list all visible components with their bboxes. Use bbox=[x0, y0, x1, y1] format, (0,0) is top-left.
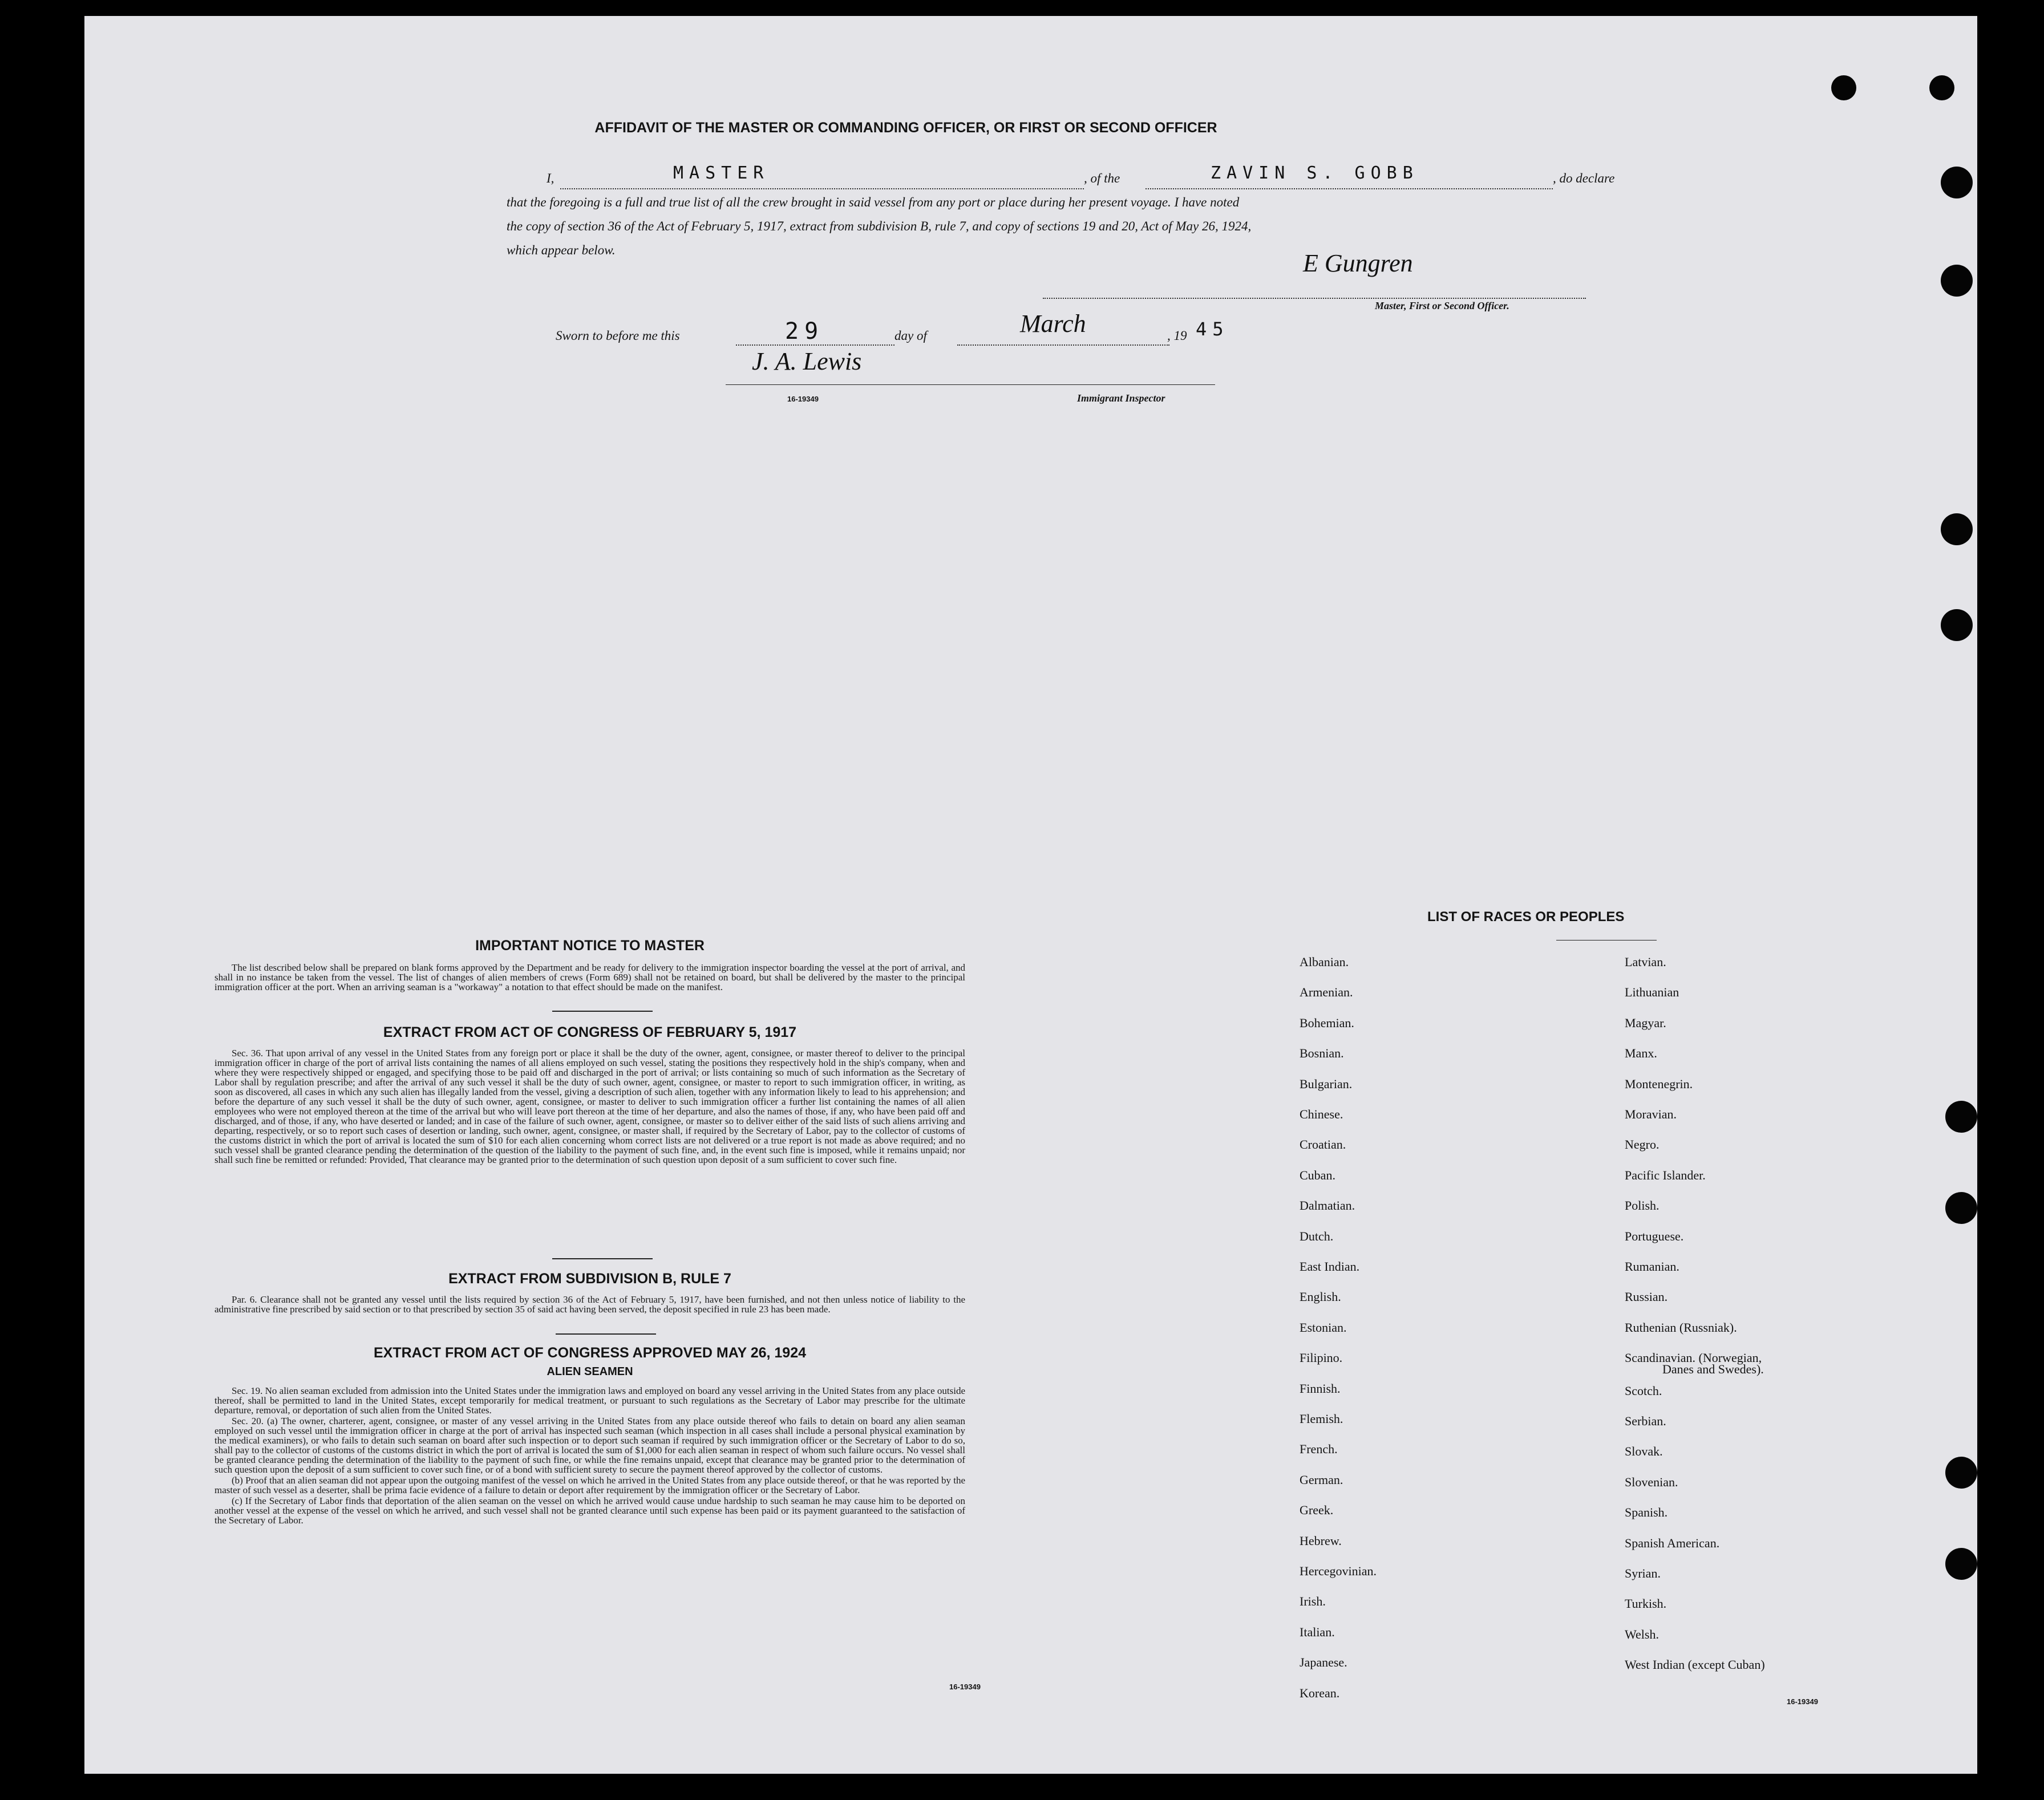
race-item: Dutch. bbox=[1300, 1229, 1334, 1243]
do-declare-label: , do declare bbox=[1553, 171, 1615, 185]
master-signature-line bbox=[1043, 298, 1586, 299]
race-item: East Indian. bbox=[1300, 1259, 1360, 1274]
sworn-year: 45 bbox=[1196, 318, 1229, 340]
master-signature: E Gungren bbox=[1303, 249, 1413, 277]
vessel-name-line bbox=[1146, 188, 1553, 189]
race-item: Magyar. bbox=[1625, 1015, 1666, 1030]
sworn-day-of-label: day of bbox=[894, 329, 927, 343]
race-item: Filipino. bbox=[1300, 1351, 1343, 1365]
inspector-signature: J. A. Lewis bbox=[752, 347, 862, 375]
race-item: Pacific Islander. bbox=[1625, 1167, 1706, 1182]
rule-7-title: EXTRACT FROM SUBDIVISION B, RULE 7 bbox=[448, 1271, 731, 1287]
race-item: Rumanian. bbox=[1625, 1259, 1679, 1274]
extract-1917-text bbox=[214, 1048, 965, 1166]
sworn-year-prefix: , 19 bbox=[1167, 329, 1187, 343]
race-item: Hebrew. bbox=[1300, 1533, 1342, 1548]
notice-paragraph: The list described below shall be prepared on blank forms approved by the Department and be ready for delivery to the immigration inspector boarding the vessel at the port of arrival, and shall in no instance be taken from the vessel. The list of changes of alien members of crews (Form 689) shall not be retained on board, but shall be delivered by the master to the principal immigration officer at the port. When an arriving seaman is a "workaway" a notation to that effect should be made on the manifest. bbox=[214, 962, 965, 992]
vessel-name: ZAVIN S. GOBB bbox=[1211, 163, 1419, 183]
form-number: 16-19349 bbox=[1787, 1697, 1818, 1706]
master-signature-caption: Master, First or Second Officer. bbox=[1375, 300, 1509, 311]
race-item: Finnish. bbox=[1300, 1381, 1341, 1396]
race-item: Hercegovinian. bbox=[1300, 1564, 1377, 1578]
inspector-caption: Immigrant Inspector bbox=[1077, 392, 1165, 404]
race-item: Italian. bbox=[1300, 1624, 1335, 1639]
sec-20b-paragraph: (b) Proof that an alien seaman did not appear upon the outgoing manifest of the vessel on which he arrived in the United States from any place outside thereof, or that he was reported by the master of such vessel as a deserter, shall be prima facie evidence of a failure to detain or deport after requirement by the immigration officer or the Secretary of Labor. bbox=[214, 1475, 965, 1495]
affidavit-body-line: which appear below. bbox=[507, 243, 616, 257]
extract-1924-title: EXTRACT FROM ACT OF CONGRESS APPROVED MAY 26, 1924 bbox=[373, 1345, 807, 1361]
race-item: German. bbox=[1300, 1472, 1343, 1487]
affidavit-title: AFFIDAVIT OF THE MASTER OR COMMANDING OFFICER, OR FIRST OR SECOND OFFICER bbox=[594, 120, 1217, 136]
section-divider bbox=[552, 1258, 653, 1259]
race-item: Ruthenian (Russniak). bbox=[1625, 1320, 1737, 1335]
race-item: Latvian. bbox=[1625, 955, 1666, 969]
punch-hole bbox=[1941, 513, 1973, 545]
sec-20a-paragraph: Sec. 20. (a) The owner, charterer, agent, consignee, or master of any vessel arriving in the United States from any place outside thereof who fails to detain on board any alien seaman employed on such vessel until the immigration officer in charge at the port of arrival has inspected such seaman (which inspection in all cases shall include a personal physical examination by the medical examiners), or who fails to detain such seaman on board after such inspection or to deport such seaman if required by such immigration officer or the Secretary of Labor to do so, shall pay to the collector of customs of the customs district in which the port of arrival is located the sum of $1,000 for each alien seaman in respect of whom such failure occurs. No vessel shall be granted clearance pending the determination of the liability to the payment of such fine, or while the fine remains unpaid, except that clearance may be granted prior to the determination of such question upon the deposit of a sum sufficient to cover such fine, or of a bond with sufficient surety to secure the payment thereof approved by the collector of customs. bbox=[214, 1416, 965, 1475]
race-item: Syrian. bbox=[1625, 1566, 1661, 1580]
punch-hole bbox=[1941, 265, 1973, 297]
race-item: Chinese. bbox=[1300, 1107, 1343, 1121]
race-item: French. bbox=[1300, 1442, 1338, 1457]
race-item: Russian. bbox=[1625, 1290, 1668, 1304]
race-item: Estonian. bbox=[1300, 1320, 1347, 1335]
race-item: Spanish American. bbox=[1625, 1535, 1720, 1550]
sworn-day: 29 bbox=[785, 318, 824, 344]
form-number: 16-19349 bbox=[949, 1683, 981, 1691]
race-item: Armenian. bbox=[1300, 985, 1353, 1000]
race-item: West Indian (except Cuban) bbox=[1625, 1657, 1765, 1672]
punch-hole bbox=[1945, 1101, 1977, 1133]
sec-19-paragraph: Sec. 19. No alien seaman excluded from admission into the United States under the immigration laws and employed on board any vessel arriving in the United States from any place outside thereof, shall be permitted to land in the United States, except temporarily for medical treatment, or pursuant to such regulations as the Secretary of Labor may prescribe for the ultimate departure, removal, or deportation of such alien from the United States. bbox=[214, 1385, 965, 1416]
rule-7-paragraph: Par. 6. Clearance shall not be granted any vessel until the lists required by section 36 of the Act of February 5, 1917, have been furnished, and not then unless notice of liability to the administrative fine prescribed by said section or to that prescribed by section 35 of said act having been served, the deposit specified in rule 23 has been made. bbox=[214, 1294, 965, 1315]
punch-hole bbox=[1945, 1457, 1977, 1489]
race-item: Manx. bbox=[1625, 1046, 1657, 1061]
race-item: Bulgarian. bbox=[1300, 1076, 1353, 1091]
affidavit-body-line: the copy of section 36 of the Act of February 5, 1917, extract from subdivision B, rule 7, and copy of sections 19 and 20, Act of May 26, 1924, bbox=[507, 219, 1252, 233]
race-item: Spanish. bbox=[1625, 1505, 1668, 1520]
race-item: Albanian. bbox=[1300, 955, 1349, 969]
race-item: English. bbox=[1300, 1290, 1341, 1304]
affidavit-body-line: that the foregoing is a full and true list of all the crew brought in said vessel from any port or place during her present voyage. I have noted bbox=[507, 195, 1240, 209]
notice-title: IMPORTANT NOTICE TO MASTER bbox=[475, 938, 705, 954]
sworn-day-line bbox=[736, 344, 894, 346]
rule-7-text bbox=[214, 1295, 965, 1315]
of-the-label: , of the bbox=[1084, 171, 1120, 185]
punch-hole bbox=[1941, 167, 1973, 198]
race-item: Slovenian. bbox=[1625, 1474, 1678, 1489]
sworn-month-line bbox=[957, 344, 1169, 346]
punch-hole bbox=[1831, 75, 1856, 100]
inspector-signature-line bbox=[726, 384, 1215, 385]
race-item: Polish. bbox=[1625, 1198, 1660, 1213]
race-item: Scandinavian. (Norwegian, bbox=[1625, 1351, 1762, 1365]
section-divider bbox=[556, 1333, 656, 1335]
sworn-month: March bbox=[1020, 310, 1086, 338]
race-item: Serbian. bbox=[1625, 1414, 1666, 1428]
declarant-name: MASTER bbox=[673, 163, 770, 183]
race-item: Portuguese. bbox=[1625, 1229, 1684, 1243]
form-number: 16-19349 bbox=[787, 395, 819, 403]
race-item: Japanese. bbox=[1300, 1655, 1347, 1670]
race-item: Turkish. bbox=[1625, 1596, 1667, 1611]
punch-hole bbox=[1941, 609, 1973, 641]
alien-seamen-subtitle: ALIEN SEAMEN bbox=[547, 1365, 633, 1378]
race-item: Flemish. bbox=[1300, 1412, 1343, 1426]
race-item: Korean. bbox=[1300, 1685, 1340, 1700]
race-item: Scotch. bbox=[1625, 1383, 1662, 1398]
section-divider bbox=[552, 1011, 653, 1012]
race-item: Moravian. bbox=[1625, 1107, 1677, 1121]
declarant-name-line bbox=[560, 188, 1084, 189]
section-36-paragraph: Sec. 36. That upon arrival of any vessel in the United States from any foreign port or place it shall be the duty of the owner, agent, consignee, or master thereof to deliver to the principal immigration officer in charge of the port of arrival lists containing the names of all aliens employed on such vessel, stating the positions they respectively hold in the ship's company, when and where they were respectively shipped or engaged, and specifying those to be paid off and discharged in the port of arrival; or lists containing so much of such information as the Secretary of Labor shall by regulation prescribe; and after the arrival of any such vessel it shall be the duty of such owner, agent, consignee, or master to report to such immigration officer, in writing, as soon as discovered, all cases in which any such alien has illegally landed from the vessel, giving a description of such alien, together with any information likely to lead to his apprehension; and before the departure of any such vessel it shall be the duty of such owner, agent, consignee, or master to deliver to such immigration officer a further list containing the names of all alien employees who were not employed thereon at the time of the arrival but who will leave port thereon at the time of her departure, and also the names of those, if any, who have been paid off and discharged, and of those, if any, who have deserted or landed; and in case of the failure of such owner, agent, consignee, or master so to deliver either of the said lists of such aliens arriving and departing, respectively, or so to report such cases of desertion or landing, such owner, agent, consignee, or master shall, if required by the Secretary of Labor, pay to the collector of customs of the customs district in which the port of arrival is located the sum of $10 for each alien concerning whom correct lists are not delivered or a true report is not made as above required; and no such vessel shall be granted clearance pending the determination of the question of the liability to the payment of such fine, and, in the event such fine is imposed, while it remains unpaid; nor shall such fine be remitted or refunded: Provided, That clearance may be granted prior to the determination of such question upon deposit of a sum sufficient to cover such fine. bbox=[214, 1048, 965, 1165]
race-item: Greek. bbox=[1300, 1503, 1334, 1518]
race-item: Slovak. bbox=[1625, 1444, 1663, 1459]
race-item: Dalmatian. bbox=[1300, 1198, 1355, 1213]
race-item: Bosnian. bbox=[1300, 1046, 1344, 1061]
notice-text bbox=[214, 963, 965, 993]
extract-1924-text bbox=[214, 1386, 965, 1526]
races-title: LIST OF RACES OR PEOPLES bbox=[1427, 909, 1625, 925]
race-item: Bohemian. bbox=[1300, 1015, 1354, 1030]
sworn-prefix: Sworn to before me this bbox=[556, 329, 680, 343]
race-item: Negro. bbox=[1625, 1137, 1660, 1152]
race-item: Irish. bbox=[1300, 1594, 1326, 1609]
punch-hole bbox=[1929, 75, 1954, 100]
race-item: Croatian. bbox=[1300, 1137, 1346, 1152]
race-item: Welsh. bbox=[1625, 1627, 1659, 1641]
extract-1917-title: EXTRACT FROM ACT OF CONGRESS OF FEBRUARY 5, 1917 bbox=[383, 1024, 797, 1040]
race-item: Montenegrin. bbox=[1625, 1076, 1693, 1091]
document-page bbox=[84, 16, 1977, 1774]
punch-hole bbox=[1945, 1192, 1977, 1224]
race-item: Cuban. bbox=[1300, 1167, 1335, 1182]
race-item: Lithuanian bbox=[1625, 985, 1679, 1000]
sec-20c-paragraph: (c) If the Secretary of Labor finds that deportation of the alien seaman on the vessel on which he arrived would cause undue hardship to such seaman he may cause him to be deported on another vessel at the expense of the vessel on which he arrived, and such vessel shall not be granted clearance until such expense has been paid or its payment guaranteed to the satisfaction of the Secretary of Labor. bbox=[214, 1495, 965, 1526]
race-item-continued: Danes and Swedes). bbox=[1662, 1362, 1764, 1376]
punch-hole bbox=[1945, 1548, 1977, 1580]
declarant-prefix: I, bbox=[547, 171, 554, 185]
